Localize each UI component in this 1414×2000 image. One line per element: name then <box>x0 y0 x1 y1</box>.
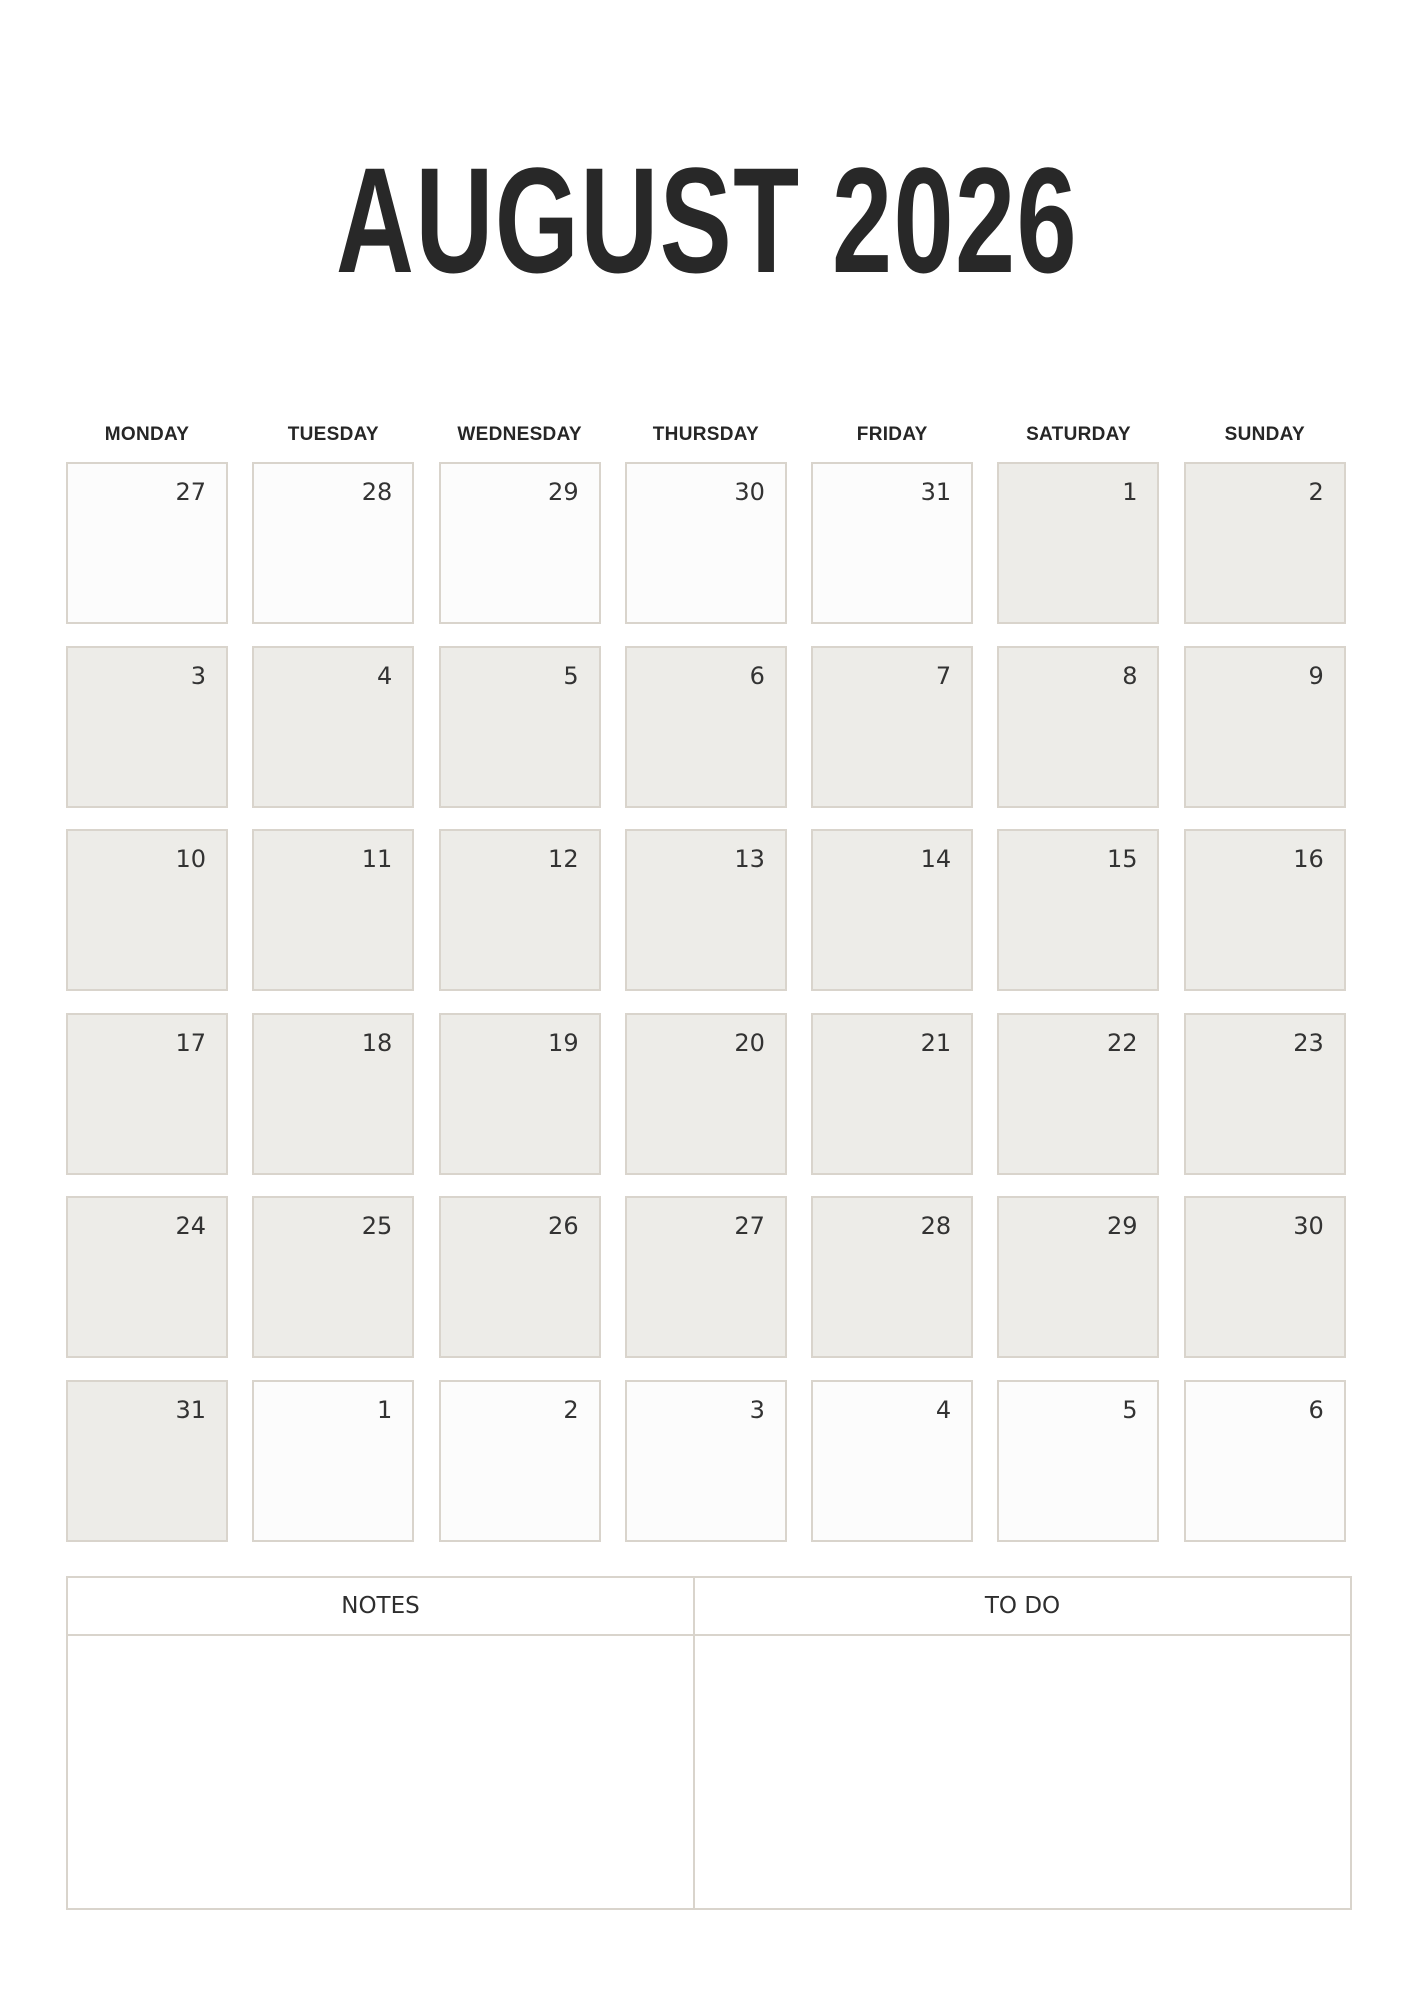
day-cell[interactable] <box>811 1196 973 1358</box>
day-number: 17 <box>175 1028 206 1057</box>
weekday-monday: MONDAY <box>104 424 190 445</box>
day-number: 12 <box>548 845 579 874</box>
day-number: 7 <box>935 661 952 690</box>
notes-area[interactable] <box>68 1636 695 1908</box>
day-number: 22 <box>1106 1028 1138 1057</box>
day-number: 16 <box>1293 845 1324 874</box>
day-number: 15 <box>1106 845 1138 874</box>
day-cell[interactable] <box>811 646 973 808</box>
day-cell-outside-month[interactable] <box>625 462 787 624</box>
day-number: 13 <box>734 845 765 874</box>
page-title: AUGUST 2026 <box>335 136 1079 304</box>
notes-header: NOTES <box>68 1578 695 1636</box>
day-cell[interactable] <box>66 1380 228 1542</box>
todo-area[interactable] <box>695 1636 1350 1908</box>
day-number: 6 <box>1308 1395 1324 1424</box>
weekday-tuesday: TUESDAY <box>287 424 379 445</box>
weekday-header <box>66 420 1350 450</box>
day-number: 31 <box>175 1395 206 1424</box>
weekday-thursday: THURSDAY <box>652 424 759 445</box>
day-cell[interactable] <box>997 1196 1159 1358</box>
day-number: 2 <box>1308 478 1324 506</box>
day-cell-outside-month[interactable] <box>811 1380 973 1542</box>
day-cell[interactable] <box>997 462 1159 624</box>
day-number: 30 <box>1293 1212 1324 1241</box>
day-cell[interactable] <box>66 829 228 991</box>
day-number: 31 <box>920 478 952 506</box>
day-number: 10 <box>175 845 206 874</box>
day-number: 24 <box>175 1212 206 1241</box>
day-number: 28 <box>920 1212 952 1241</box>
day-cell-outside-month[interactable] <box>66 462 228 624</box>
todo-header: TO DO <box>695 1578 1350 1636</box>
day-cell[interactable] <box>997 646 1159 808</box>
day-cell[interactable] <box>252 829 414 991</box>
day-cell[interactable] <box>997 829 1159 991</box>
day-cell-outside-month[interactable] <box>997 1380 1159 1542</box>
day-cell[interactable] <box>625 1013 787 1175</box>
day-cell[interactable] <box>811 1013 973 1175</box>
day-number: 3 <box>749 1395 765 1424</box>
day-number: 8 <box>1122 661 1138 690</box>
day-cell[interactable] <box>252 1196 414 1358</box>
day-number: 2 <box>563 1395 579 1424</box>
day-cell[interactable] <box>439 1013 601 1175</box>
day-cell[interactable] <box>252 1013 414 1175</box>
day-number: 28 <box>361 478 393 506</box>
day-cell-outside-month[interactable] <box>439 462 601 624</box>
day-cell[interactable] <box>1184 1013 1346 1175</box>
day-number: 4 <box>377 661 393 690</box>
notes-todo-table <box>66 1576 1352 1910</box>
day-cell[interactable] <box>439 646 601 808</box>
calendar-grid <box>66 462 1350 1542</box>
day-number: 19 <box>548 1028 579 1057</box>
day-number: 26 <box>548 1212 579 1241</box>
day-number: 20 <box>734 1028 765 1057</box>
day-number: 27 <box>175 478 206 506</box>
day-number: 4 <box>935 1395 952 1424</box>
day-cell[interactable] <box>1184 646 1346 808</box>
day-number: 25 <box>361 1212 393 1241</box>
day-cell-outside-month[interactable] <box>1184 1380 1346 1542</box>
day-number: 29 <box>548 478 579 506</box>
day-number: 11 <box>361 845 393 874</box>
day-number: 27 <box>734 1212 765 1241</box>
day-number: 23 <box>1293 1028 1324 1057</box>
day-number: 9 <box>1308 661 1324 690</box>
day-number: 5 <box>563 661 579 690</box>
day-cell[interactable] <box>66 1013 228 1175</box>
day-number: 1 <box>377 1395 393 1424</box>
weekday-wednesday: WEDNESDAY <box>457 424 582 445</box>
day-number: 30 <box>734 478 765 506</box>
weekday-saturday: SATURDAY <box>1026 424 1131 445</box>
day-number: 14 <box>920 845 952 874</box>
day-cell[interactable] <box>811 829 973 991</box>
day-cell[interactable] <box>625 1196 787 1358</box>
day-cell[interactable] <box>252 646 414 808</box>
day-cell[interactable] <box>439 1196 601 1358</box>
day-number: 3 <box>190 661 206 690</box>
weekday-sunday: SUNDAY <box>1224 424 1305 445</box>
day-cell[interactable] <box>625 829 787 991</box>
day-cell[interactable] <box>66 1196 228 1358</box>
day-cell[interactable] <box>439 829 601 991</box>
day-number: 1 <box>1122 478 1138 506</box>
day-number: 18 <box>361 1028 393 1057</box>
day-cell[interactable] <box>1184 1196 1346 1358</box>
day-cell-outside-month[interactable] <box>439 1380 601 1542</box>
day-cell[interactable] <box>997 1013 1159 1175</box>
day-number: 21 <box>920 1028 952 1057</box>
day-cell-outside-month[interactable] <box>252 462 414 624</box>
day-cell-outside-month[interactable] <box>252 1380 414 1542</box>
day-number: 5 <box>1122 1395 1138 1424</box>
day-cell[interactable] <box>1184 462 1346 624</box>
day-cell[interactable] <box>1184 829 1346 991</box>
day-number: 29 <box>1106 1212 1138 1241</box>
day-cell-outside-month[interactable] <box>811 462 973 624</box>
day-cell-outside-month[interactable] <box>625 1380 787 1542</box>
day-cell[interactable] <box>66 646 228 808</box>
day-cell[interactable] <box>625 646 787 808</box>
weekday-friday: FRIDAY <box>856 424 928 445</box>
day-number: 6 <box>749 661 765 690</box>
